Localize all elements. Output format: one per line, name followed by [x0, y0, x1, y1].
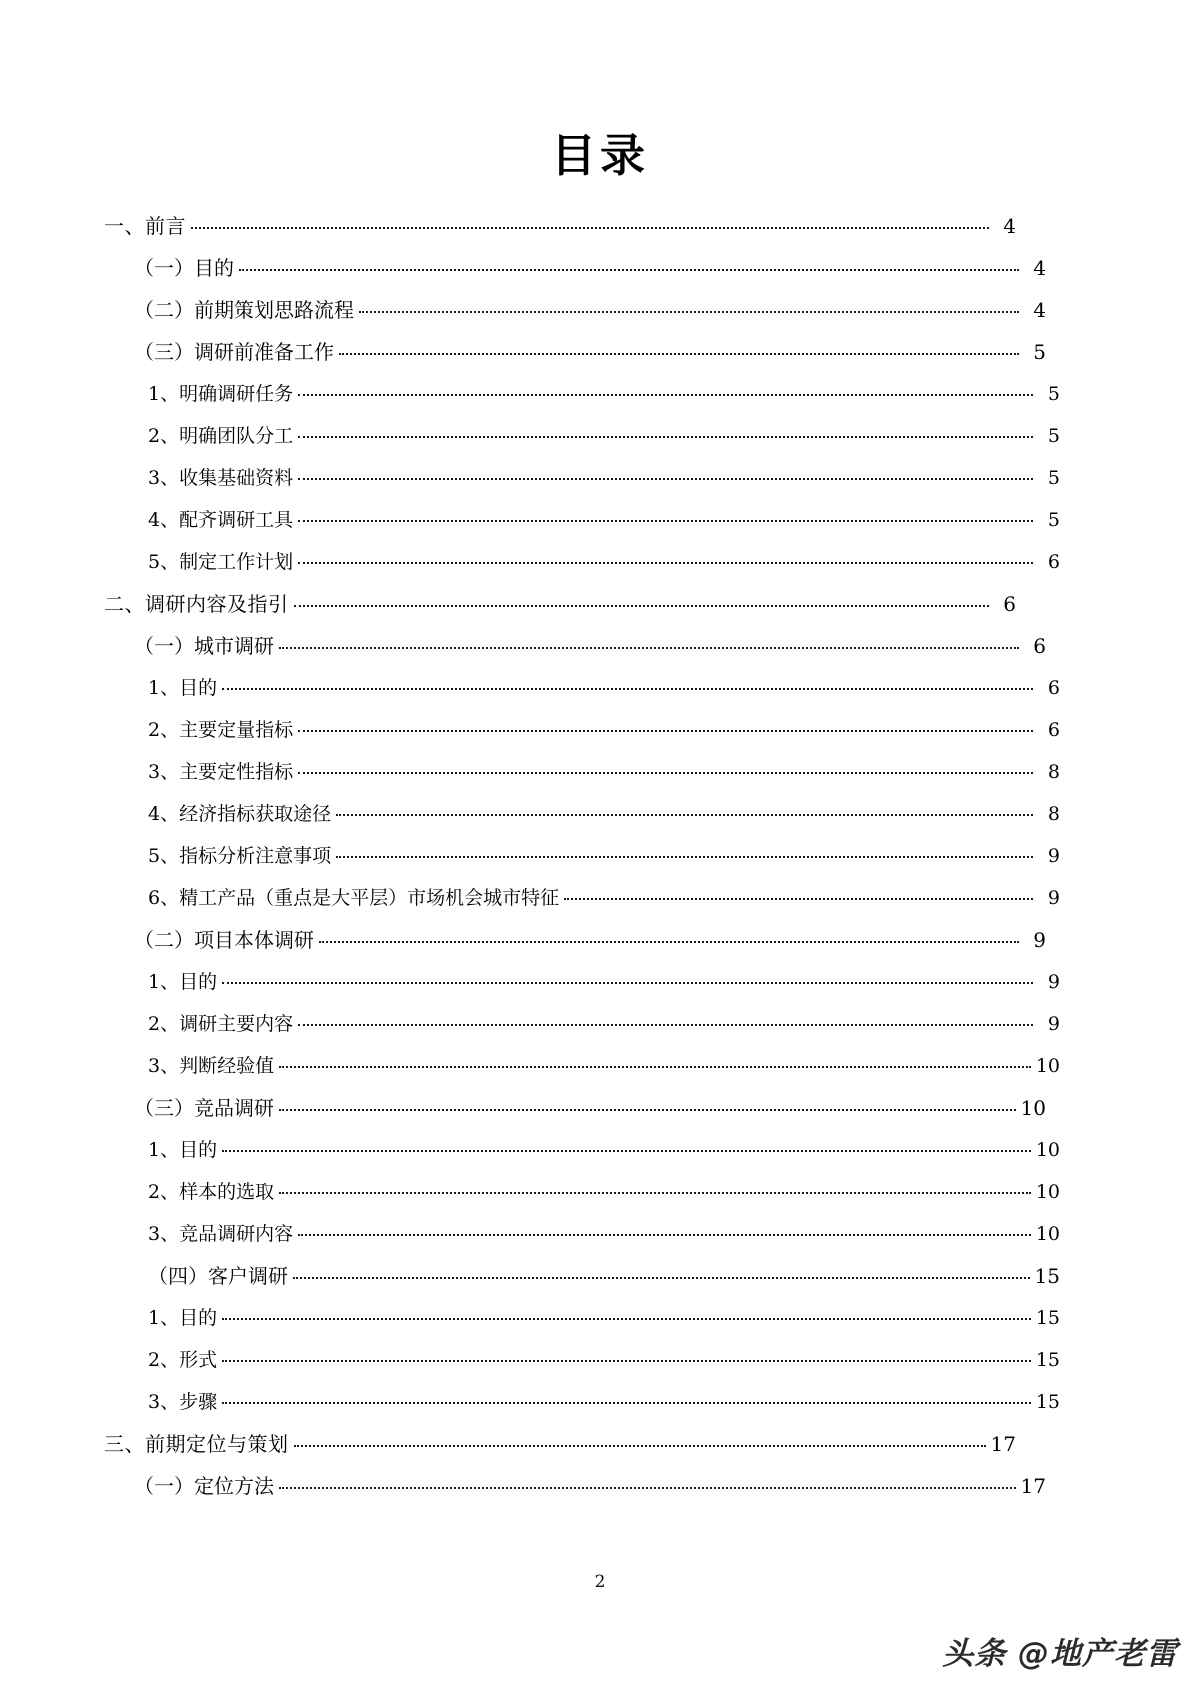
toc-entry-page-number: 6: [1047, 719, 1060, 741]
toc-leader-dots: [279, 1052, 1031, 1072]
toc-entry-label: 1、目的: [148, 971, 218, 993]
toc-entry-page-number: 10: [1035, 1223, 1060, 1245]
toc-entry-label: 3、主要定性指标: [148, 761, 294, 783]
toc-leader-dots: [222, 674, 1033, 694]
toc-leader-dots: [279, 1473, 1016, 1493]
toc-entry[interactable]: [104, 961, 1060, 1003]
toc-entry-label: （一）城市调研: [134, 634, 274, 658]
toc-leader-dots: [298, 1010, 1033, 1030]
toc-entry-page-number: 5: [1047, 509, 1060, 531]
toc-entry[interactable]: [104, 667, 1060, 709]
toc-leader-dots: [239, 255, 1019, 275]
toc-entry[interactable]: [104, 415, 1060, 457]
toc-entry-label: 1、目的: [148, 1139, 218, 1161]
toc-entry-page-number: 9: [1047, 887, 1060, 909]
toc-leader-dots: [222, 1304, 1031, 1324]
toc-entry-label: 1、目的: [148, 1307, 218, 1329]
toc-entry-label: 3、步骤: [148, 1391, 218, 1413]
toc-leader-dots: [298, 380, 1033, 400]
toc-leader-dots: [298, 548, 1033, 568]
toc-entry-label: （二）项目本体调研: [134, 928, 314, 952]
toc-entry-label: 2、主要定量指标: [148, 719, 294, 741]
watermark: 头条 @地产老雷: [942, 1636, 1178, 1672]
toc-leader-dots: [298, 716, 1033, 736]
toc-entry-page-number: 15: [1035, 1349, 1060, 1371]
toc-entry-page-number: 5: [1033, 340, 1046, 364]
toc-leader-dots: [336, 842, 1033, 862]
toc-leader-dots: [222, 1346, 1031, 1366]
toc-entry[interactable]: [104, 499, 1060, 541]
toc-entry-page-number: 8: [1047, 803, 1060, 825]
toc-leader-dots: [222, 968, 1033, 988]
toc-entry-label: 6、精工产品（重点是大平层）市场机会城市特征: [148, 887, 560, 909]
toc-entry-page-number: 15: [1035, 1307, 1060, 1329]
toc-entry-label: 三、前期定位与策划: [104, 1432, 289, 1456]
toc-entry-label: 2、调研主要内容: [148, 1013, 294, 1035]
toc-entry-page-number: 8: [1047, 761, 1060, 783]
toc-leader-dots: [336, 800, 1033, 820]
toc-entry[interactable]: [104, 919, 1046, 961]
toc-entry[interactable]: [104, 709, 1060, 751]
toc-entry[interactable]: [104, 625, 1046, 667]
toc-entry[interactable]: [104, 1129, 1060, 1171]
toc-entry[interactable]: [104, 247, 1046, 289]
footer-page-number: 2: [594, 1572, 606, 1592]
toc-leader-dots: [294, 1431, 986, 1451]
page-title: 目录: [550, 129, 649, 182]
toc-leader-dots: [359, 297, 1019, 317]
toc-entry[interactable]: [104, 1087, 1046, 1129]
toc-leader-dots: [222, 1388, 1031, 1408]
toc-entry-page-number: 5: [1047, 383, 1060, 405]
toc-leader-dots: [279, 1178, 1031, 1198]
toc-entry[interactable]: [104, 1297, 1060, 1339]
toc-entry-label: （四）客户调研: [148, 1264, 288, 1288]
toc-entry-page-number: 4: [1033, 298, 1046, 322]
toc-entry[interactable]: [104, 289, 1046, 331]
toc-entry-page-number: 6: [1047, 551, 1060, 573]
toc-entry-page-number: 17: [1020, 1474, 1046, 1498]
toc-entry-page-number: 4: [1003, 214, 1016, 238]
toc-entry-page-number: 15: [1035, 1391, 1060, 1413]
toc-entry-label: 1、明确调研任务: [148, 383, 294, 405]
toc-entry-page-number: 10: [1020, 1096, 1046, 1120]
toc-entry[interactable]: [104, 793, 1060, 835]
toc-entry-label: 3、竞品调研内容: [148, 1223, 294, 1245]
toc-entry-page-number: 9: [1047, 971, 1060, 993]
toc-entry-page-number: 10: [1035, 1139, 1060, 1161]
toc-entry-page-number: 9: [1033, 928, 1046, 952]
toc-entry-page-number: 5: [1047, 467, 1060, 489]
toc-entry[interactable]: [104, 331, 1046, 373]
toc-entry-page-number: 4: [1033, 256, 1046, 280]
toc-entry-page-number: 6: [1003, 592, 1016, 616]
toc-leader-dots: [339, 339, 1019, 359]
toc-entry[interactable]: [104, 541, 1060, 583]
toc-entry-label: （二）前期策划思路流程: [134, 298, 354, 322]
toc-entry[interactable]: [104, 1381, 1060, 1423]
toc-entry[interactable]: [104, 373, 1060, 415]
toc-entry-page-number: 10: [1035, 1181, 1060, 1203]
toc-leader-dots: [298, 1220, 1031, 1240]
toc-leader-dots: [564, 884, 1033, 904]
toc-entry[interactable]: [104, 1213, 1060, 1255]
toc-entry-label: 2、形式: [148, 1349, 218, 1371]
toc-leader-dots: [298, 422, 1033, 442]
toc-entry-page-number: 15: [1034, 1264, 1060, 1288]
toc-entry-label: 5、制定工作计划: [148, 551, 294, 573]
toc-leader-dots: [298, 506, 1033, 526]
toc-leader-dots: [298, 758, 1033, 778]
toc-entry[interactable]: [104, 457, 1060, 499]
toc-entry[interactable]: [104, 1003, 1060, 1045]
toc-leader-dots: [279, 633, 1019, 653]
toc-leader-dots: [191, 213, 989, 233]
toc-entry-label: 4、经济指标获取途径: [148, 803, 332, 825]
toc-entry-label: 3、判断经验值: [148, 1055, 275, 1077]
toc-entry-label: 1、目的: [148, 677, 218, 699]
toc-entry-label: 2、明确团队分工: [148, 425, 294, 447]
toc-entry-label: （一）定位方法: [134, 1474, 274, 1498]
toc-entry-page-number: 9: [1047, 1013, 1060, 1035]
toc-leader-dots: [279, 1095, 1016, 1115]
toc-leader-dots: [222, 1136, 1031, 1156]
toc-entry-page-number: 10: [1035, 1055, 1060, 1077]
toc-entry-page-number: 6: [1033, 634, 1046, 658]
toc-entry[interactable]: [104, 877, 1060, 919]
toc-entry-page-number: 9: [1047, 845, 1060, 867]
toc-leader-dots: [294, 591, 990, 611]
toc-entry[interactable]: [104, 1255, 1060, 1297]
toc-entry-label: 4、配齐调研工具: [148, 509, 294, 531]
toc-entry-label: 一、前言: [104, 214, 186, 238]
toc-entry-label: 2、样本的选取: [148, 1181, 275, 1203]
toc-entry-label: 3、收集基础资料: [148, 467, 294, 489]
toc-entry[interactable]: [104, 751, 1060, 793]
toc-leader-dots: [319, 927, 1019, 947]
toc-entry-label: 5、指标分析注意事项: [148, 845, 332, 867]
toc-leader-dots: [298, 464, 1033, 484]
toc-leader-dots: [293, 1263, 1030, 1283]
toc-entry-page-number: 5: [1047, 425, 1060, 447]
toc-entry[interactable]: [104, 205, 1016, 247]
toc-entry[interactable]: [104, 1339, 1060, 1381]
toc-entry-label: 二、调研内容及指引: [104, 592, 289, 616]
toc-entry[interactable]: [104, 1423, 1016, 1465]
toc-entry-label: （一）目的: [134, 256, 234, 280]
toc-entry[interactable]: [104, 1465, 1046, 1507]
toc-entry-label: （三）调研前准备工作: [134, 340, 334, 364]
toc-entry[interactable]: [104, 1171, 1060, 1213]
toc-entry-page-number: 6: [1047, 677, 1060, 699]
table-of-contents: [104, 205, 1060, 1507]
toc-entry[interactable]: [104, 835, 1060, 877]
toc-entry[interactable]: [104, 583, 1016, 625]
toc-entry-page-number: 17: [990, 1432, 1016, 1456]
toc-entry[interactable]: [104, 1045, 1060, 1087]
toc-entry-label: （三）竞品调研: [134, 1096, 274, 1120]
